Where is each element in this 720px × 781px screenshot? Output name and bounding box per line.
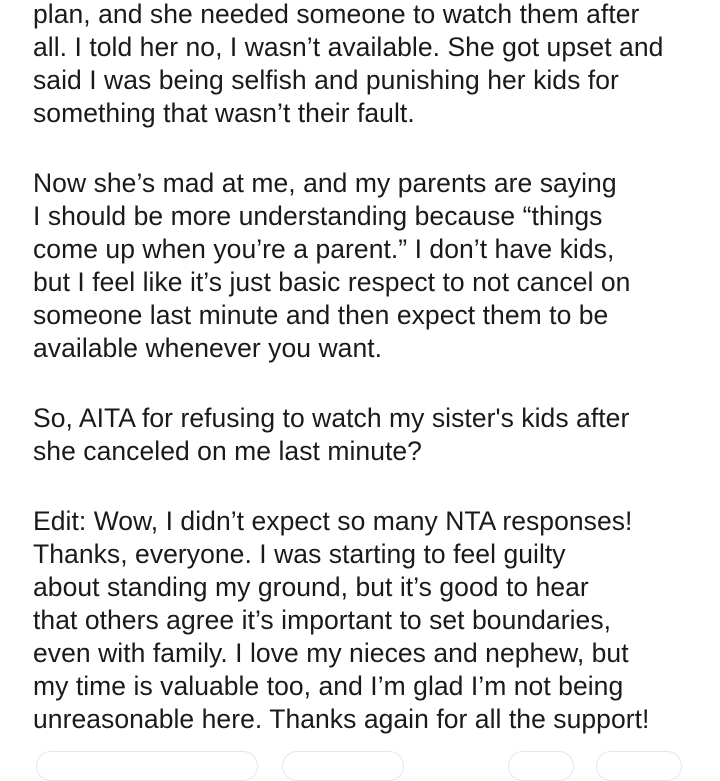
text-line: So, AITA for refusing to watch my sister's kids after [33,403,630,433]
text-line: about standing my ground, but it’s good to hear [33,572,589,602]
text-line: my time is valuable too, and I’m glad I’m not being [33,671,624,701]
text-line: come up when you’re a parent.” I don’t have kids, [33,234,615,264]
text-line: plan, and she needed someone to watch them after [33,0,640,29]
text-line: she canceled on me last minute? [33,436,422,466]
text-line: even with family. I love my nieces and nephew, but [33,638,629,668]
share-button[interactable] [596,751,682,781]
text-line: but I feel like it’s just basic respect to not cancel on [33,267,631,297]
text-line: available whenever you want. [33,333,383,363]
paragraph-gap [33,365,703,402]
post-paragraph-4 [33,505,703,736]
comments-button[interactable] [282,751,404,781]
text-line: unreasonable here. Thanks again for all the support! [33,704,650,734]
post-paragraph-1 [33,0,703,130]
text-line: someone last minute and then expect them to be [33,300,609,330]
text-line: Thanks, everyone. I was starting to feel guilty [33,539,566,569]
paragraph-gap [33,468,703,505]
post-action-bar [0,751,720,781]
post-body [33,0,703,736]
award-button[interactable] [508,751,574,781]
paragraph-gap [33,130,703,167]
text-line: all. I told her no, I wasn’t available. She got upset and [33,32,664,62]
text-line: that others agree it’s important to set boundaries, [33,605,612,635]
post-paragraph-3 [33,402,703,468]
post-paragraph-2 [33,167,703,365]
text-line: Edit: Wow, I didn’t expect so many NTA responses! [33,506,633,536]
text-line: I should be more understanding because “things [33,201,603,231]
text-line: something that wasn’t their fault. [33,98,415,128]
vote-button[interactable] [36,751,258,781]
text-line: said I was being selfish and punishing her kids for [33,65,619,95]
text-line: Now she’s mad at me, and my parents are saying [33,168,617,198]
